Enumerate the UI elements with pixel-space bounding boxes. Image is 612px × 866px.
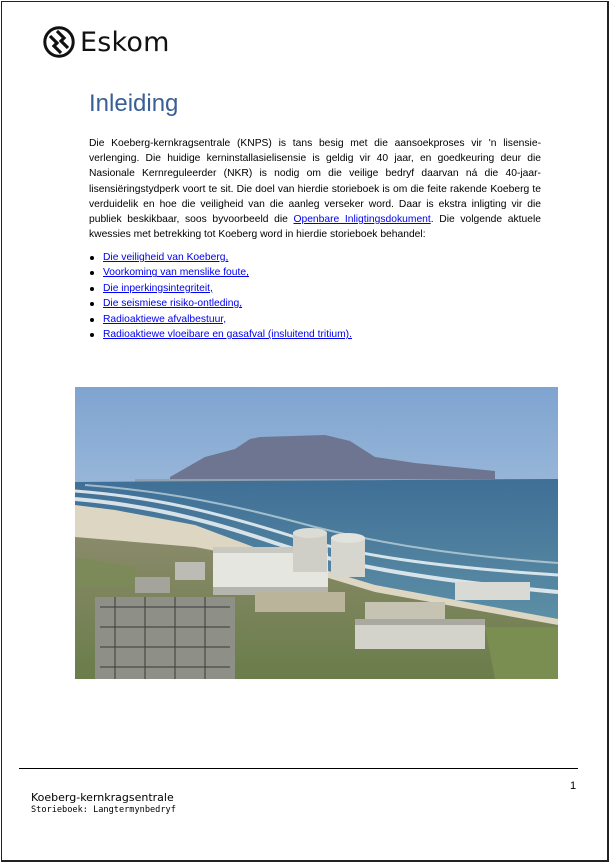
list-item — [89, 327, 352, 342]
footer-subtitle: Storieboek: Langtermynbedryf — [31, 805, 176, 815]
topic-link-waste[interactable]: Radioaktiewe afvalbestuur, — [103, 313, 227, 325]
document-page — [1, 1, 609, 862]
list-item — [89, 312, 352, 327]
intro-text-end: . Die volgende aktuele kwessies met betrekking tot Koeberg word in hierdie storieboek behandel: — [89, 214, 541, 241]
koeberg-plant-photo — [75, 387, 558, 679]
public-info-document-link[interactable]: Openbare Inligtingsdokument — [293, 214, 431, 226]
topic-list — [89, 250, 352, 342]
list-item — [89, 296, 352, 311]
eskom-logo — [43, 26, 170, 58]
topic-link-containment[interactable]: Die inperkingsintegriteit, — [103, 282, 213, 294]
footer-divider — [19, 768, 578, 769]
topic-link-safety[interactable]: Die veiligheid van Koeberg, — [103, 252, 229, 263]
list-item — [89, 250, 352, 265]
intro-paragraph — [89, 136, 541, 242]
footer-title: Koeberg-kernkragsentrale — [31, 791, 174, 804]
list-item — [89, 265, 352, 280]
intro-text: Die Koeberg-kernkragsentrale (KNPS) is tans besig met die aansoekproses vir 'n lisensie-verlenging. Die huidige kerninstallasielisensie is geldig vir 40 jaar, en goedkeuring deur die Nasionale Kernreguleerder (NKR) is nodig om die veilige bedryf daarvan ná die 40-jaar-lisensiëringstydperk voort te sit. Die doel van hierdie storieboek is om die feite rakende Koeberg te verduidelik en hoe die veiligheid van die aanleg verseker word. Daar is ekstra inligting vir die publiek beskikbaar, soos byvoorbeeld die — [89, 138, 541, 226]
page-title: Inleiding — [89, 90, 179, 117]
topic-link-seismic[interactable]: Die seismiese risiko-ontleding, — [103, 298, 243, 310]
list-item — [89, 281, 352, 296]
topic-link-human-error[interactable]: Voorkoming van menslike foute, — [103, 267, 249, 279]
topic-link-liquid-gas-waste[interactable]: Radioaktiewe vloeibare en gasafval (insluitend tritium). — [103, 329, 352, 341]
page-number: 1 — [570, 780, 577, 792]
brand-name: Eskom — [80, 26, 170, 58]
eskom-logo-icon — [43, 26, 75, 58]
